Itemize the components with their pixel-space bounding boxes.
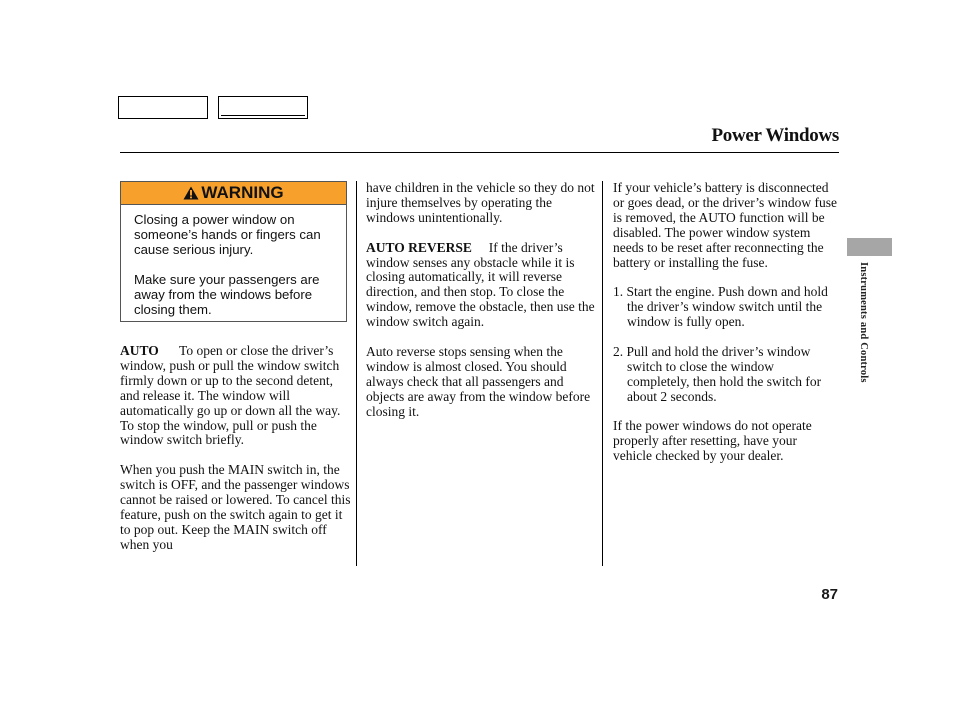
battery-paragraph: If your vehicle’s battery is disconnected or goes dead, or the driver’s window fuse is removed, the AUTO function will be disabled. The power window system needs to be reset after reconnecting the battery or installing the fuse. (613, 180, 837, 270)
page-number: 87 (821, 586, 838, 603)
header-rule (120, 152, 839, 153)
dealer-paragraph: If the power windows do not operate properly after resetting, have your vehicle checked by your dealer. (613, 418, 812, 464)
page-title: Power Windows (711, 125, 839, 146)
reset-step: 1. Start the engine. Push down and hold the driver’s window switch until the window is fully open. (613, 284, 828, 330)
warning-title: WARNING (201, 183, 284, 202)
warning-triangle-icon (183, 186, 199, 200)
section-tab[interactable] (847, 238, 892, 256)
text-column-2 (366, 181, 596, 434)
reset-step: 2. Pull and hold the driver’s window switch to close the window completely, then hold the switch for about 2 seconds. (613, 343, 822, 404)
auto-heading: AUTO (120, 343, 159, 358)
column-divider (602, 181, 603, 566)
warning-box (120, 181, 347, 322)
nav-forward-button[interactable] (218, 96, 308, 119)
main-switch-paragraph: When you push the MAIN switch in, the switch is OFF, and the passenger windows cannot be raised or lowered. To cancel this feature, push on the switch again to get it to pop out. Keep the MAIN switch off when you (120, 462, 351, 552)
sensing-paragraph: Auto reverse stops sensing when the window is almost closed. You should always check that all passengers and objects are away from the window before closing it. (366, 343, 591, 419)
warning-paragraph: Closing a power window on someone’s hands or fingers can cause serious injury. (134, 212, 321, 257)
text-column-3 (613, 181, 839, 479)
warning-paragraph: Make sure your passengers are away from the windows before closing them. (134, 271, 320, 317)
warning-header (121, 182, 346, 205)
column-divider (356, 181, 357, 566)
warning-text (134, 212, 340, 317)
reset-steps (613, 285, 839, 404)
auto-reverse-paragraph (366, 241, 596, 330)
auto-text: To open or close the driver’s window, push or pull the window switch firmly down or up to the second detent, and release it. The window will automatically go up or down all the way. To stop the window, pull or push the window switch briefly. (120, 343, 341, 448)
nav-back-button[interactable] (118, 96, 208, 119)
auto-reverse-text: If the driver’s window senses any obstacle while it is closing automatically, it will reverse direction, and then stop. To close the window, remove the obstacle, then use the window switch again. (366, 239, 595, 330)
auto-reverse-heading: AUTO REVERSE (366, 239, 472, 255)
text-column-1 (120, 344, 352, 568)
children-paragraph: have children in the vehicle so they do not injure themselves by operating the windows unintentionally. (366, 180, 595, 225)
section-label: Instruments and Controls (858, 262, 869, 383)
auto-paragraph (120, 344, 352, 448)
